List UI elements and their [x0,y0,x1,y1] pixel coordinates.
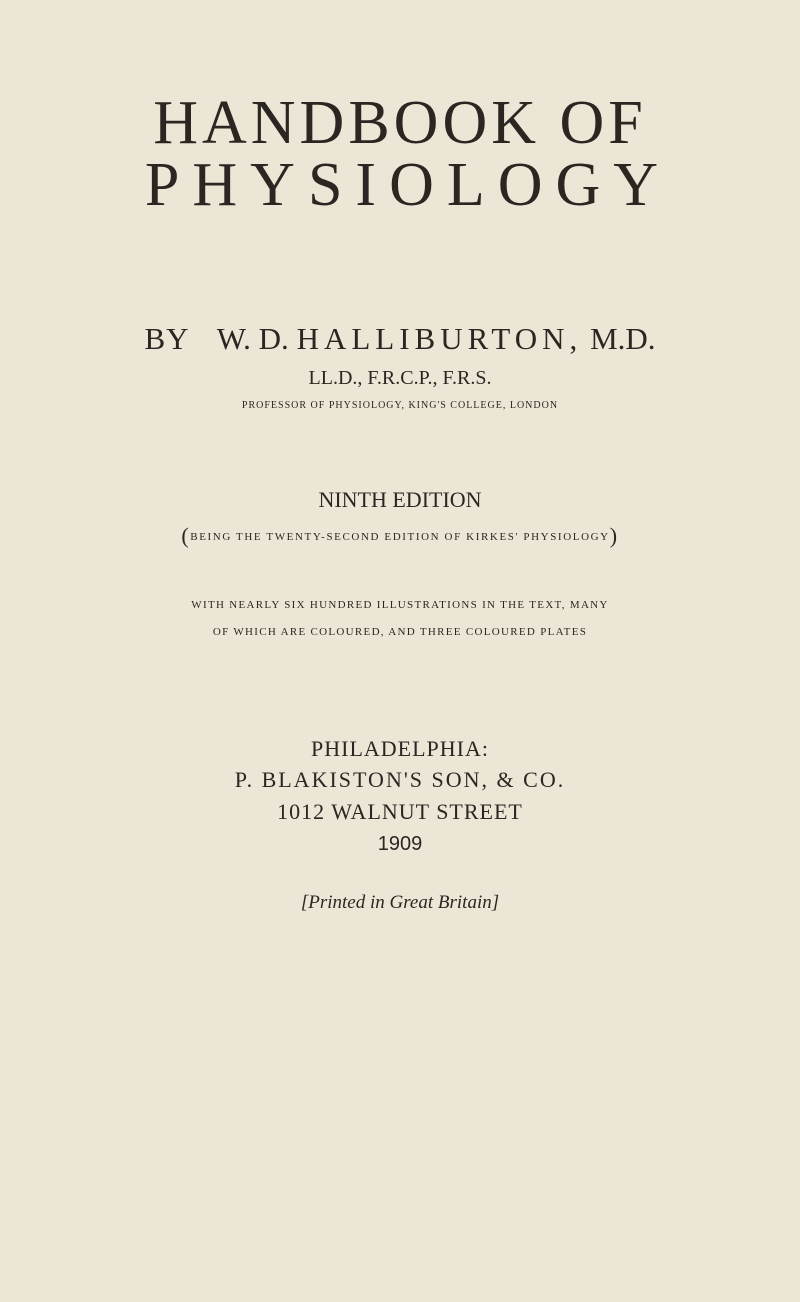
imprint-publisher: P. BLAKISTON'S SON, & CO. [234,767,566,792]
imprint-place: PHILADELPHIA: [311,736,489,761]
illustrations-line-1: WITH NEARLY SIX HUNDRED ILLUSTRATIONS IN THE TEXT, MANY [191,599,609,611]
edition-note-line [0,524,800,549]
illustrations-line-2: OF WHICH ARE COLOURED, AND THREE COLOURED PLATES [212,626,588,638]
title-line-2: PHYSIOLOGY [144,151,672,219]
edition-open-paren: ( [181,523,191,548]
author-honours: LL.D., F.R.C.P., F.R.S. [308,367,492,389]
edition-label: NINTH EDITION [318,487,482,512]
author-degree: M.D. [590,321,656,356]
imprint-street: 1012 WALNUT STREET [277,799,523,824]
title-line-1: HANDBOOK OF [153,89,647,157]
imprint-printed-note: [Printed in Great Britain] [300,892,500,913]
edition-close-paren: ) [609,523,619,548]
author-position: PROFESSOR OF PHYSIOLOGY, KING'S COLLEGE, LONDON [241,400,559,411]
author-line [0,319,800,359]
author-by: BY [144,321,190,356]
author-surname: HALLIBURTON, [296,321,583,356]
author-initials: W. D. [216,321,289,356]
edition-note: BEING THE TWENTY-SECOND EDITION OF KIRKES' PHYSIOLOGY [190,531,610,543]
imprint-year: 1909 [377,833,423,855]
